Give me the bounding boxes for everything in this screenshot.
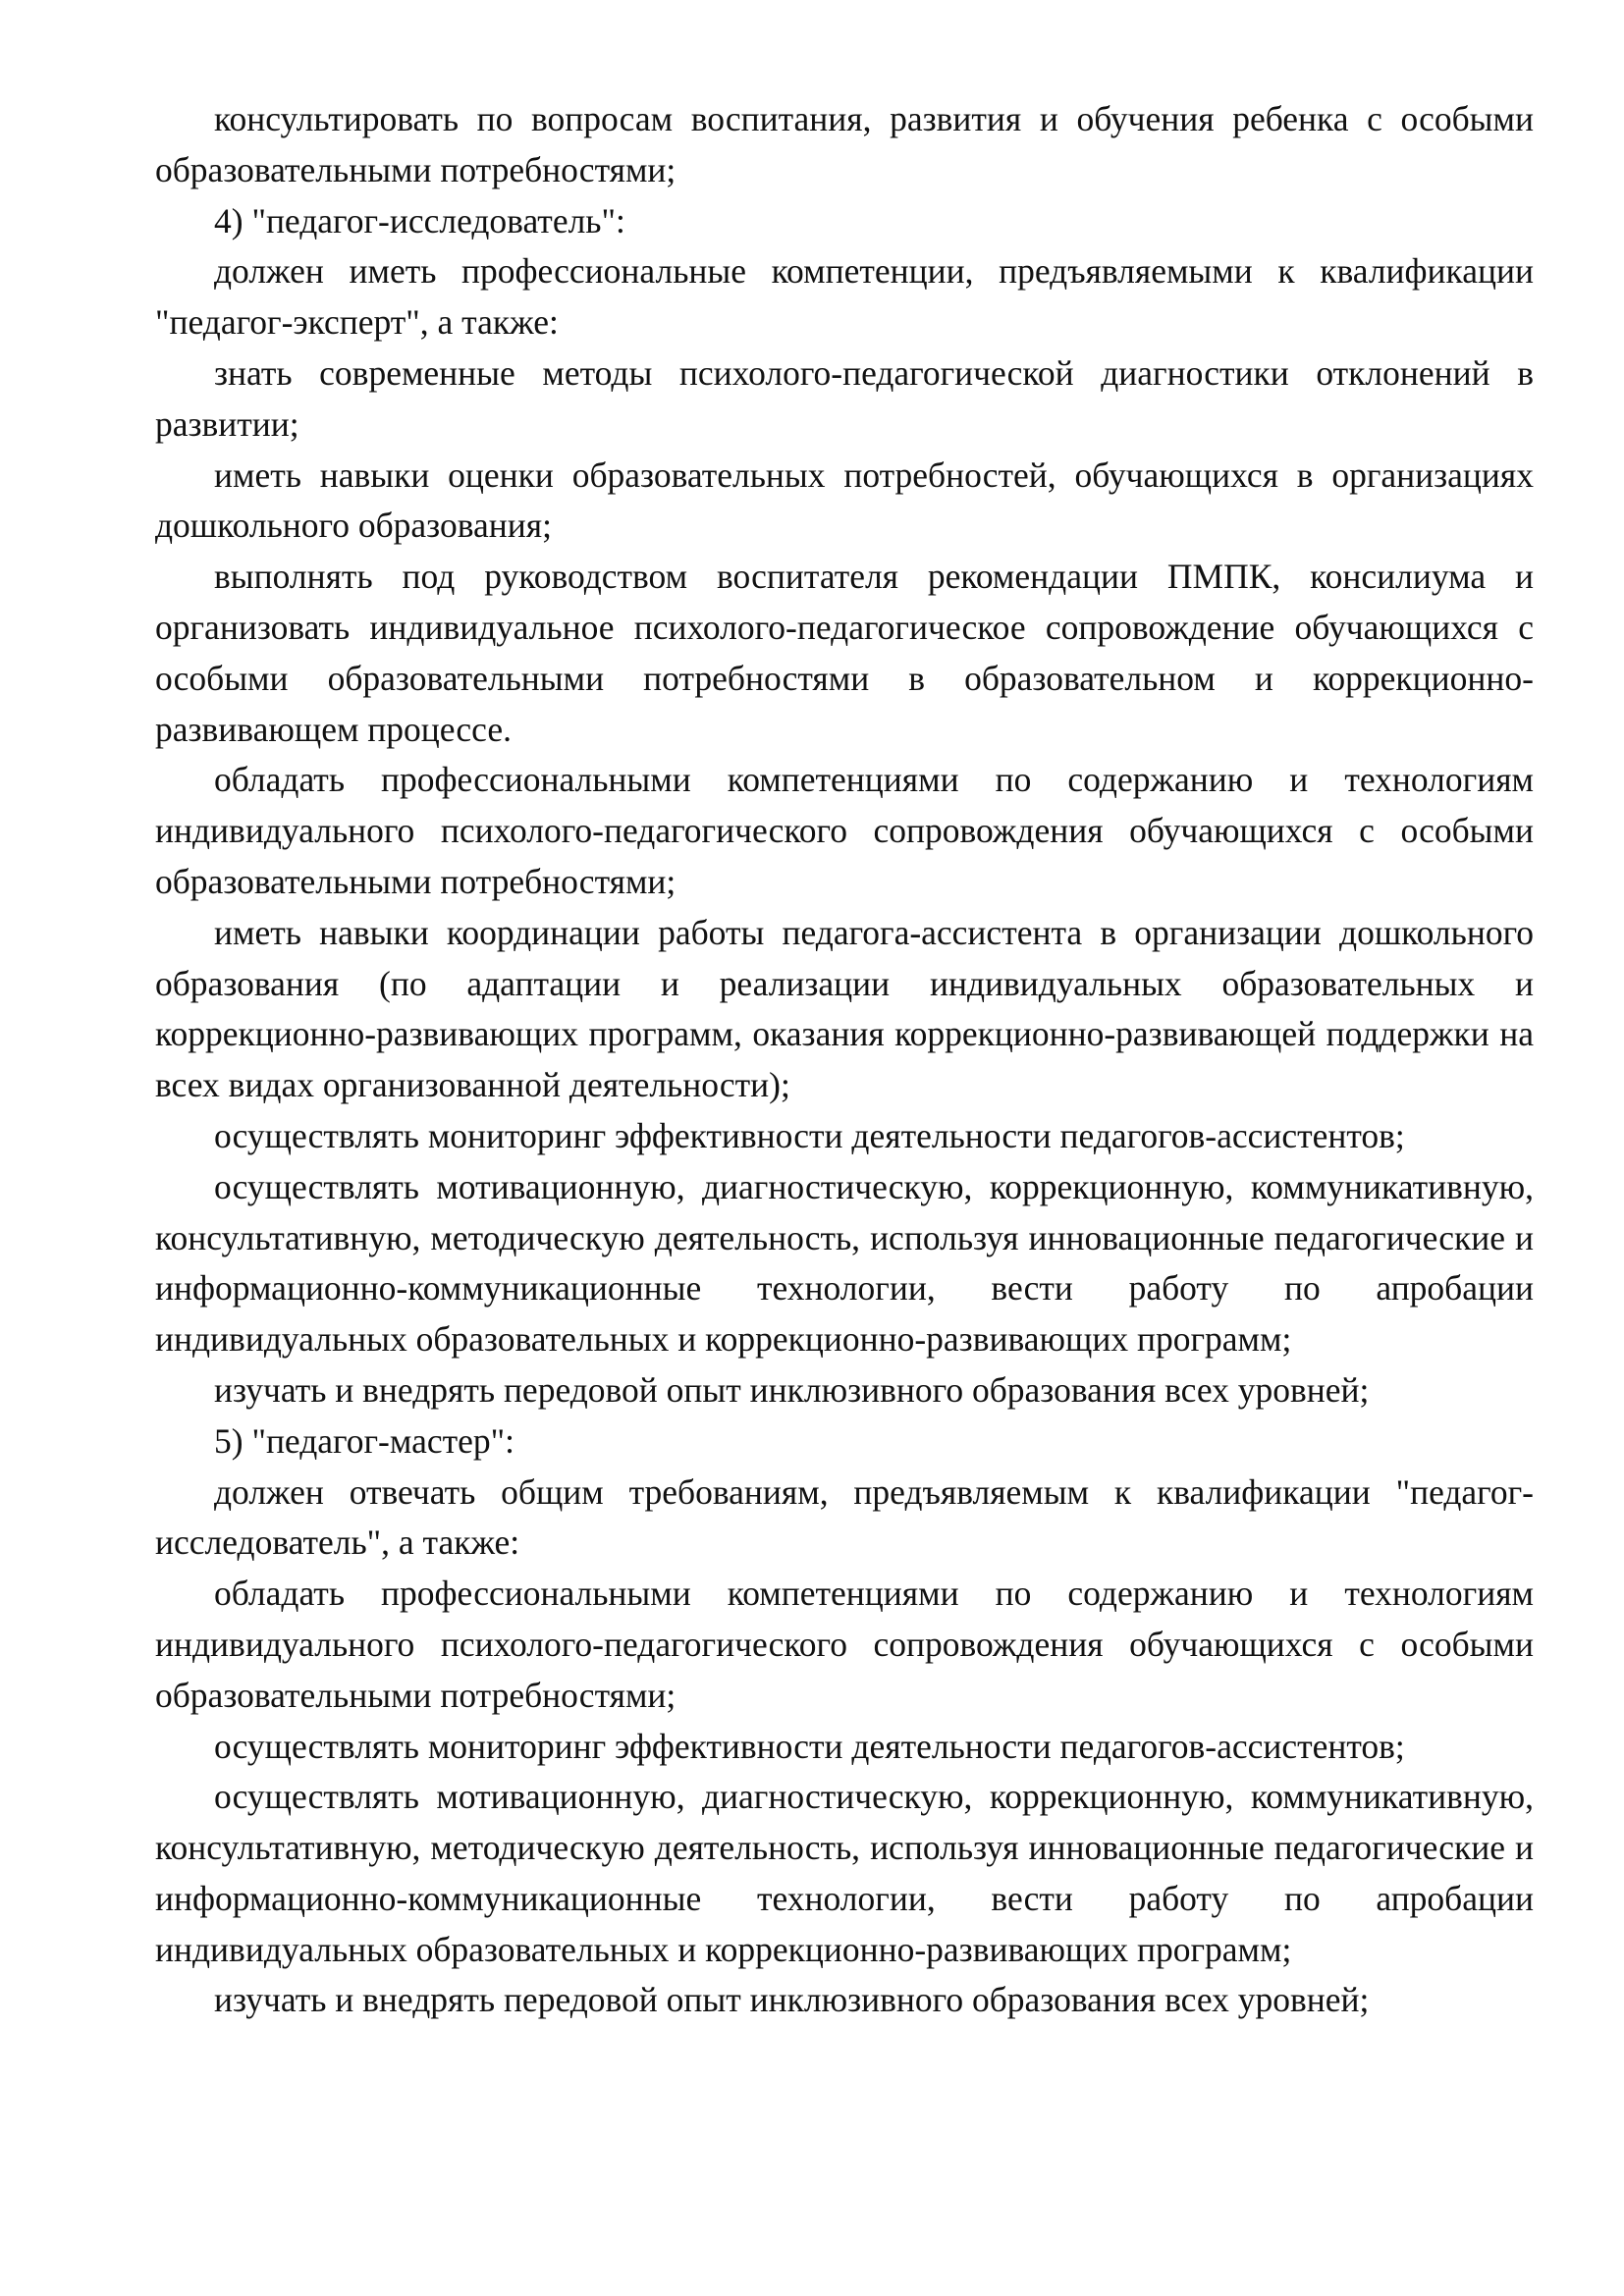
paragraph: иметь навыки оценки образовательных потребностей, обучающихся в организациях дошкольного образования; <box>155 454 1534 546</box>
paragraph: изучать и внедрять передовой опыт инклюзивного образования всех уровней; <box>214 1980 1370 2020</box>
paragraph: обладать профессиональными компетенциями по содержанию и технологиям индивидуального психолого-педагогического сопровождения обучающихся с особыми образовательными потребностями; <box>155 760 1534 901</box>
paragraph: осуществлять мониторинг эффективности деятельности педагогов-ассистентов; <box>214 1726 1405 1766</box>
paragraph: обладать профессиональными компетенциями по содержанию и технологиям индивидуального психолого-педагогического сопровождения обучающихся с особыми образовательными потребностями; <box>155 1574 1534 1715</box>
paragraph: осуществлять мотивационную, диагностическую, коррекционную, коммуникативную, консультативную, методическую деятельность, используя инновационные педагогические и информационно-коммуникационные технологии, вести работу по апробации индивидуальных образовательных и коррекционно-развивающих программ; <box>155 1777 1534 1969</box>
paragraph: должен отвечать общим требованиям, предъявляемым к квалификации "педагог-исследователь", а также: <box>155 1471 1534 1563</box>
section-heading: 5) "педагог-мастер": <box>214 1420 514 1461</box>
paragraph: осуществлять мотивационную, диагностическую, коррекционную, коммуникативную, консультативную, методическую деятельность, используя инновационные педагогические и информационно-коммуникационные технологии, вести работу по апробации индивидуальных образовательных и коррекционно-развивающих программ; <box>155 1166 1534 1360</box>
paragraph: изучать и внедрять передовой опыт инклюзивного образования всех уровней; <box>214 1369 1370 1410</box>
paragraph: знать современные методы психолого-педагогической диагностики отклонений в развитии; <box>155 352 1534 444</box>
paragraph: консультировать по вопросам воспитания, развития и обучения ребенка с особыми образовательными потребностями; <box>155 99 1534 189</box>
paragraph: иметь навыки координации работы педагога-ассистента в организации дошкольного образования (по адаптации и реализации индивидуальных образовательных и коррекционно-развивающих программ, оказания коррекционно-развивающей поддержки на всех видах организованной деятельности); <box>155 912 1534 1105</box>
section-heading: 4) "педагог-исследователь": <box>214 200 625 240</box>
paragraph: выполнять под руководством воспитателя рекомендации ПМПК, консилиума и организовать индивидуальное психолого-педагогическое сопровождение обучающихся с особыми образовательными потребностями в образовательном и коррекционно-развивающем процессе. <box>155 557 1534 749</box>
document-page <box>155 94 1534 2026</box>
paragraph: должен иметь профессиональные компетенции, предъявляемыми к квалификации "педагог-эксперт", а также: <box>155 251 1534 343</box>
paragraph: осуществлять мониторинг эффективности деятельности педагогов-ассистентов; <box>214 1115 1405 1155</box>
